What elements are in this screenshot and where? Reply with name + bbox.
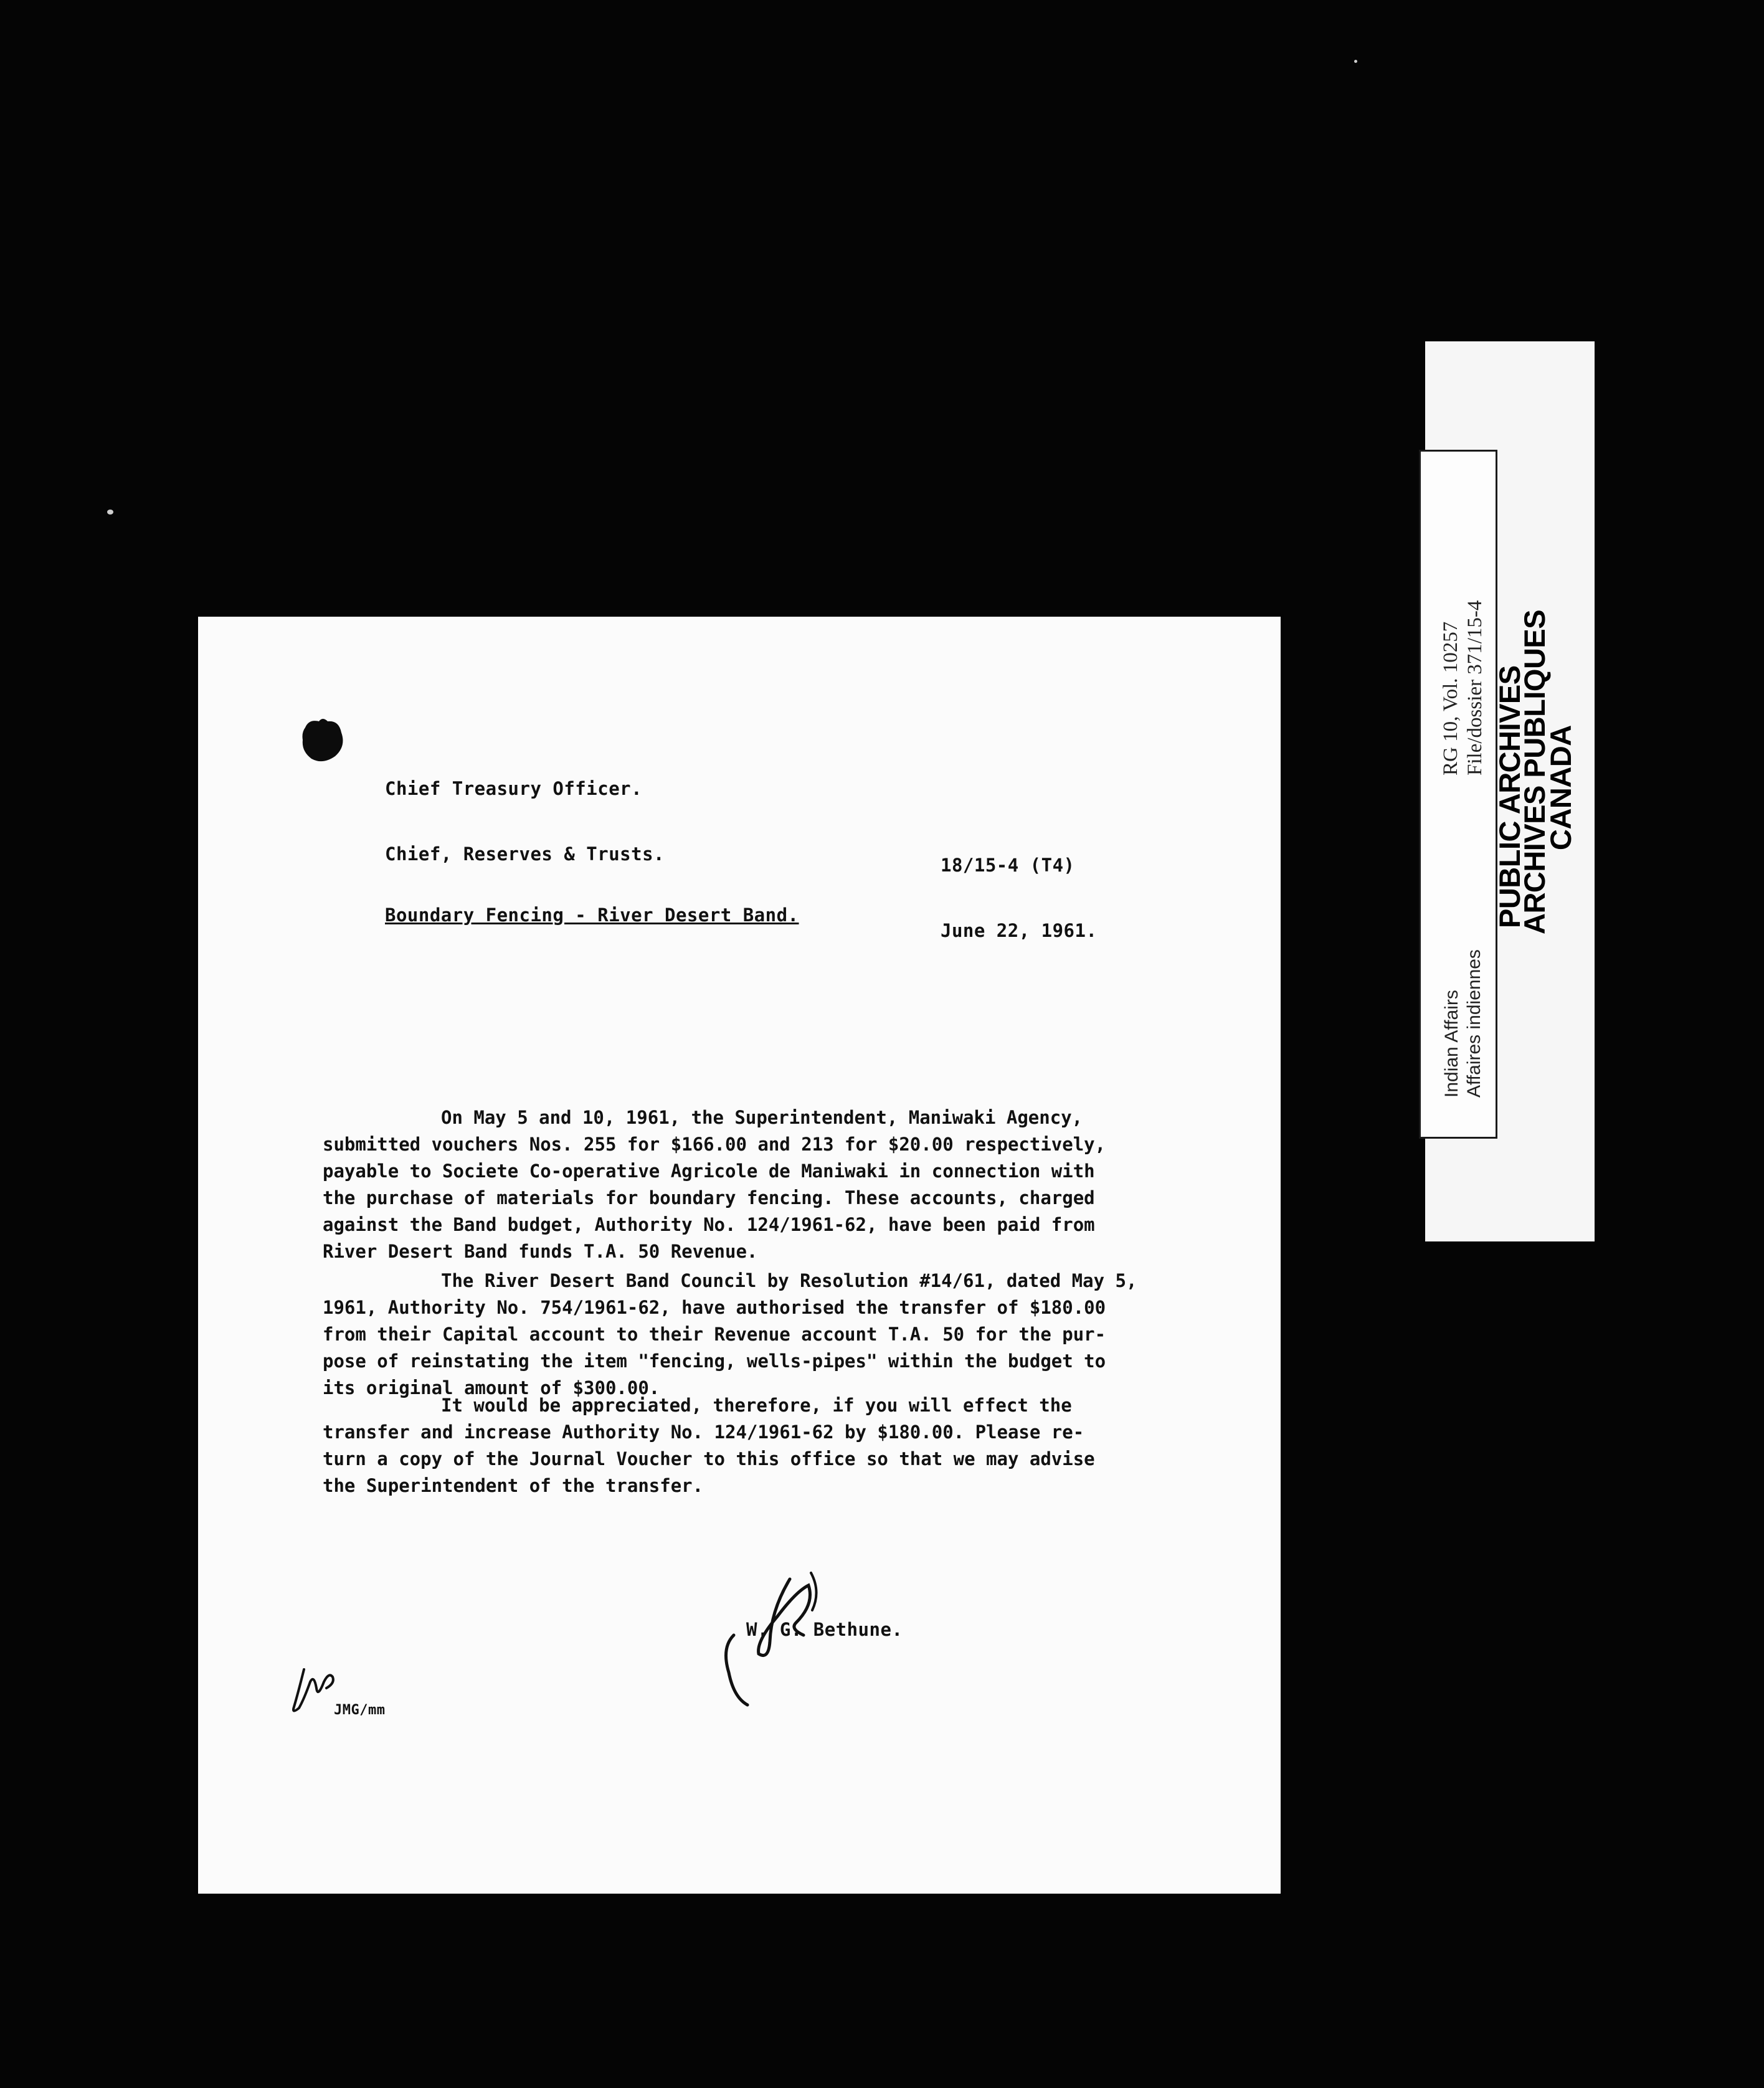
label-file-dossier: File/dossier 371/15-4: [1464, 600, 1486, 776]
paragraph-line: It would be appreciated, therefore, if you will effect the: [441, 1395, 1072, 1416]
label-department-en: Indian Affairs: [1441, 990, 1462, 1098]
handwritten-initials: [285, 1663, 341, 1719]
paragraph-line: 1961, Authority No. 754/1961-62, have authorised the transfer of $180.00: [323, 1297, 1106, 1318]
dust-speck: [107, 510, 113, 515]
label-department-fr: Affaires indiennes: [1464, 949, 1484, 1098]
paragraph-request: [323, 1392, 1213, 1499]
paragraph-line: the Superintendent of the transfer.: [323, 1475, 704, 1496]
paragraph-line: On May 5 and 10, 1961, the Superintendent, Maniwaki Agency,: [441, 1107, 1083, 1128]
addressee-line: Chief Treasury Officer.: [385, 778, 643, 799]
paragraph-line: against the Band budget, Authority No. 124/1961-62, have been paid from: [323, 1214, 1095, 1235]
subject-line: Boundary Fencing - River Desert Band.: [385, 904, 799, 926]
paragraph-line: the purchase of materials for boundary fencing. These accounts, charged: [323, 1187, 1095, 1208]
paragraph-line: The River Desert Band Council by Resolution #14/61, dated May 5,: [441, 1270, 1137, 1291]
label-country: CANADA: [1544, 725, 1577, 850]
paragraph-line: transfer and increase Authority No. 124/1961-62 by $180.00. Please re-: [323, 1421, 1084, 1443]
file-number: 18/15-4 (T4): [941, 855, 1075, 876]
paragraph-line: pose of reinstating the item "fencing, wells-pipes" within the budget to: [323, 1350, 1106, 1372]
paragraph-line: from their Capital account to their Revenue account T.A. 50 for the pur-: [323, 1324, 1106, 1345]
paragraph-line: submitted vouchers Nos. 255 for $166.00 and 213 for $20.00 respectively,: [323, 1134, 1106, 1155]
letter-date: June 22, 1961.: [941, 920, 1098, 941]
paragraph-line: River Desert Band funds T.A. 50 Revenue.: [323, 1241, 758, 1262]
reference-initials: JMG/mm: [334, 1702, 386, 1718]
typed-signature: W. G. Bethune.: [746, 1619, 903, 1640]
paragraph-resolution: [323, 1268, 1213, 1402]
label-archive-fr: ARCHIVES PUBLIQUES: [1518, 609, 1551, 934]
sender-line: Chief, Reserves & Trusts.: [385, 843, 665, 865]
ink-blot-mark: [298, 715, 348, 765]
dust-speck: [1354, 60, 1357, 63]
label-record-group: RG 10, Vol. 10257: [1439, 621, 1462, 776]
label-archive-en: PUBLIC ARCHIVES: [1493, 665, 1526, 928]
paragraph-line: payable to Societe Co-operative Agricole de Maniwaki in connection with: [323, 1160, 1095, 1182]
paragraph-line: its original amount of $300.00.: [323, 1377, 660, 1398]
letter-page: [198, 617, 1281, 1894]
paragraph-vouchers: [323, 1104, 1213, 1265]
paragraph-line: turn a copy of the Journal Voucher to this office so that we may advise: [323, 1448, 1095, 1469]
